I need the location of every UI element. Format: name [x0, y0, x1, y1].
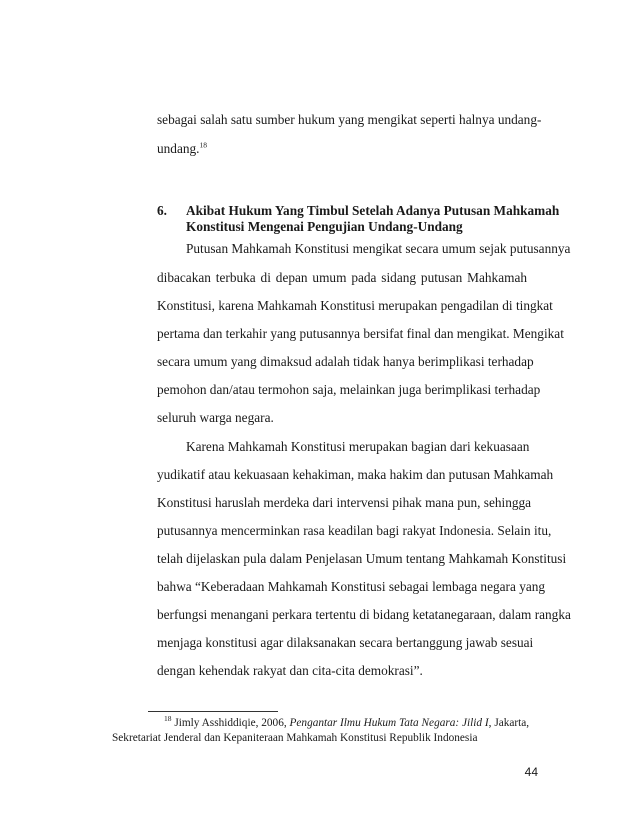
text-fragment: undang. — [157, 141, 200, 156]
text-line — [157, 141, 207, 157]
text-line: Karena Mahkamah Konstitusi merupakan bagian dari kekuasaan — [186, 439, 530, 454]
text-line: pertama dan terkahir yang putusannya bersifat final dan mengikat. Mengikat — [157, 326, 564, 341]
text-line: Konstitusi, karena Mahkamah Konstitusi merupakan pengadilan di tingkat — [157, 298, 553, 313]
footnote-author: Jimly Asshiddiqie, 2006, — [174, 717, 290, 729]
text-line: pemohon dan/atau termohon saja, melainkan juga berimplikasi terhadap — [157, 382, 541, 397]
section-number: 6. — [157, 203, 167, 218]
text-line: menjaga konstitusi agar dilaksanakan secara bertanggung jawab sesuai — [157, 635, 534, 650]
text-line: dibacakan terbuka di depan umum pada sidang putusan Mahkamah — [157, 270, 527, 285]
text-line: dengan kehendak rakyat dan cita-cita demokrasi”. — [157, 663, 423, 678]
text-line: seluruh warga negara. — [157, 410, 274, 425]
text-line: berfungsi menangani perkara tertentu di bidang ketatanegaraan, dalam rangka — [157, 607, 571, 622]
text-line: yudikatif atau kekuasaan kehakiman, maka hakim dan putusan Mahkamah — [157, 467, 554, 482]
text-line: putusannya mencerminkan rasa keadilan bagi rakyat Indonesia. Selain itu, — [157, 523, 552, 538]
text-line: sebagai salah satu sumber hukum yang mengikat seperti halnya undang- — [157, 112, 542, 127]
text-line: Konstitusi haruslah merdeka dari intervensi pihak mana pun, sehingga — [157, 495, 532, 510]
footnote-number: 18 — [164, 714, 172, 724]
text-line: telah dijelaskan pula dalam Penjelasan Umum tentang Mahkamah Konstitusi — [157, 551, 567, 566]
text-line: bahwa “Keberadaan Mahkamah Konstitusi sebagai lembaga negara yang — [157, 579, 546, 594]
text-line: secara umum yang dimaksud adalah tidak hanya berimplikasi terhadap — [157, 354, 534, 369]
footnote-reference[interactable]: 18 — [199, 140, 207, 150]
footnote-book-title: Pengantar Ilmu Hukum Tata Negara: Jilid I — [289, 717, 489, 729]
footnote-line2: Sekretariat Jenderal dan Kepaniteraan Mahkamah Konstitusi Republik Indonesia — [112, 732, 478, 744]
footnote-separator — [148, 711, 278, 712]
footnote-line1 — [148, 714, 530, 730]
section-title-line1: Akibat Hukum Yang Timbul Setelah Adanya Putusan Mahkamah — [186, 203, 560, 218]
footnote-place: , Jakarta, — [488, 717, 530, 729]
page-number: 44 — [524, 765, 538, 779]
section-title-line2: Konstitusi Mengenai Pengujian Undang-Undang — [186, 219, 463, 234]
text-line: Putusan Mahkamah Konstitusi mengikat secara umum sejak putusannya — [186, 241, 571, 256]
